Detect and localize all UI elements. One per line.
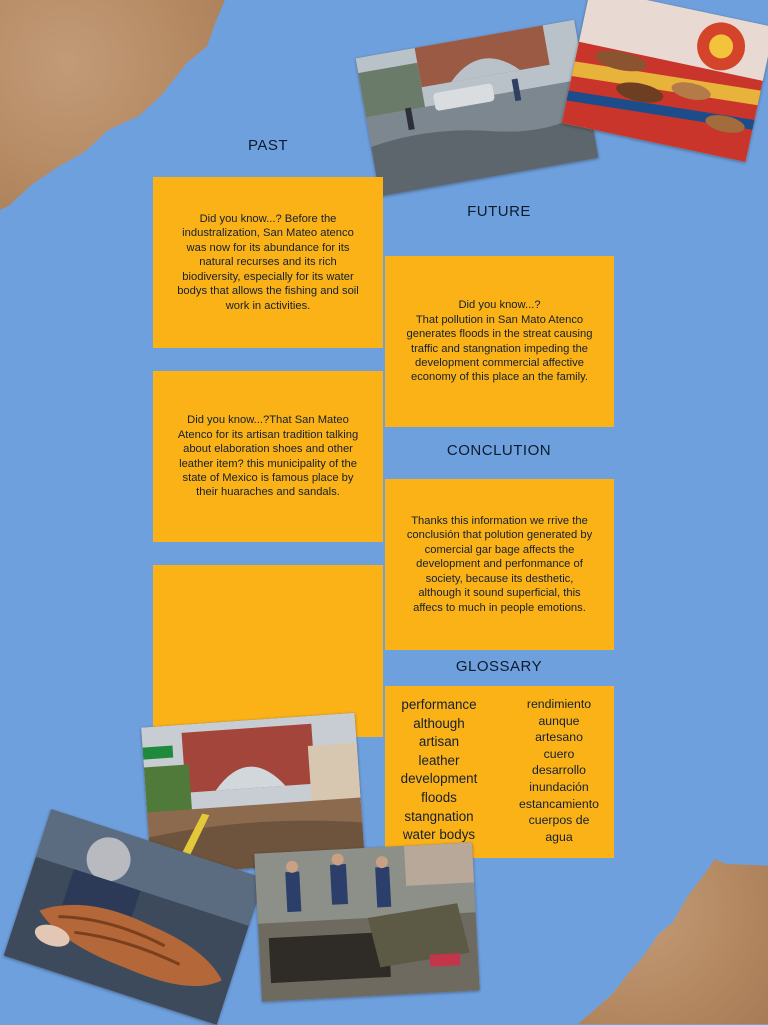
- glossary-heading: GLOSSARY: [455, 658, 543, 675]
- glossary-spanish-word: aunque: [538, 713, 580, 728]
- glossary-spanish-word: rendimiento: [526, 697, 592, 711]
- artisan-tradition-box: [153, 371, 383, 542]
- glossary-spanish-word: desarrollo: [532, 763, 586, 778]
- future-info-text: That pollution in San Mato Atenco generates floods in the streat causing traffic and stangnation impeding the development commercial affective economy of this place an the family.: [406, 313, 593, 384]
- artisan-tradition-text: Did you know...?That San Mateo Atenco for its artisan tradition talking about elaboration shoes and other leather item? this municipality of the state of Mexico is famous place by their huaraches and sandals.: [177, 414, 359, 499]
- glossary-english-word: artisan: [418, 734, 460, 750]
- conclusion-text: Thanks this information we rrive the conclusión that polution generated by comercial gar bage affects the development and perfonmance of society, because its desthetic, although it sound superficial, this affecs to much in people emotions.: [406, 515, 593, 614]
- conclusion-box: [385, 479, 614, 650]
- glossary-spanish-word: artesano: [535, 730, 583, 745]
- future-heading: FUTURE: [467, 203, 531, 220]
- glossary-spanish-word: estancamiento: [519, 796, 599, 811]
- glossary-english-column: [385, 696, 493, 845]
- empty-info-box: [153, 565, 383, 737]
- glossary-spanish-word: inundación: [529, 779, 589, 794]
- flooded-street-photo: [356, 20, 599, 196]
- glossary-english-word: stangnation: [404, 808, 474, 824]
- glossary-english-word: development: [400, 771, 478, 787]
- glossary-spanish-word: cuerpos de: [528, 813, 590, 828]
- future-info-box: [385, 256, 614, 427]
- glossary-english-word: leather: [418, 752, 460, 768]
- past-heading: PAST: [247, 137, 289, 154]
- future-info-intro: Did you know...?: [458, 299, 541, 312]
- glossary-spanish-word: cuero: [543, 746, 575, 761]
- workers-cleaning-drain-photo: [254, 842, 479, 1001]
- past-info-box: [153, 177, 383, 348]
- glossary-spanish-word: agua: [545, 829, 573, 844]
- glossary-english-word: water bodys: [402, 827, 476, 843]
- conclusion-heading: CONCLUTION: [446, 442, 552, 459]
- glossary-spanish-column: [505, 696, 613, 845]
- glossary-english-word: performance: [401, 697, 477, 712]
- past-info-text: Did you know...? Before the industralization, San Mateo atenco was now for its abundance for its natural recurses and its rich biodiversity, especially for its water bodys that allows the fishing and soil work in activities.: [177, 213, 359, 312]
- glossary-english-word: floods: [421, 789, 457, 805]
- torn-paper-decoration: [578, 859, 768, 1024]
- glossary-english-word: although: [413, 715, 465, 731]
